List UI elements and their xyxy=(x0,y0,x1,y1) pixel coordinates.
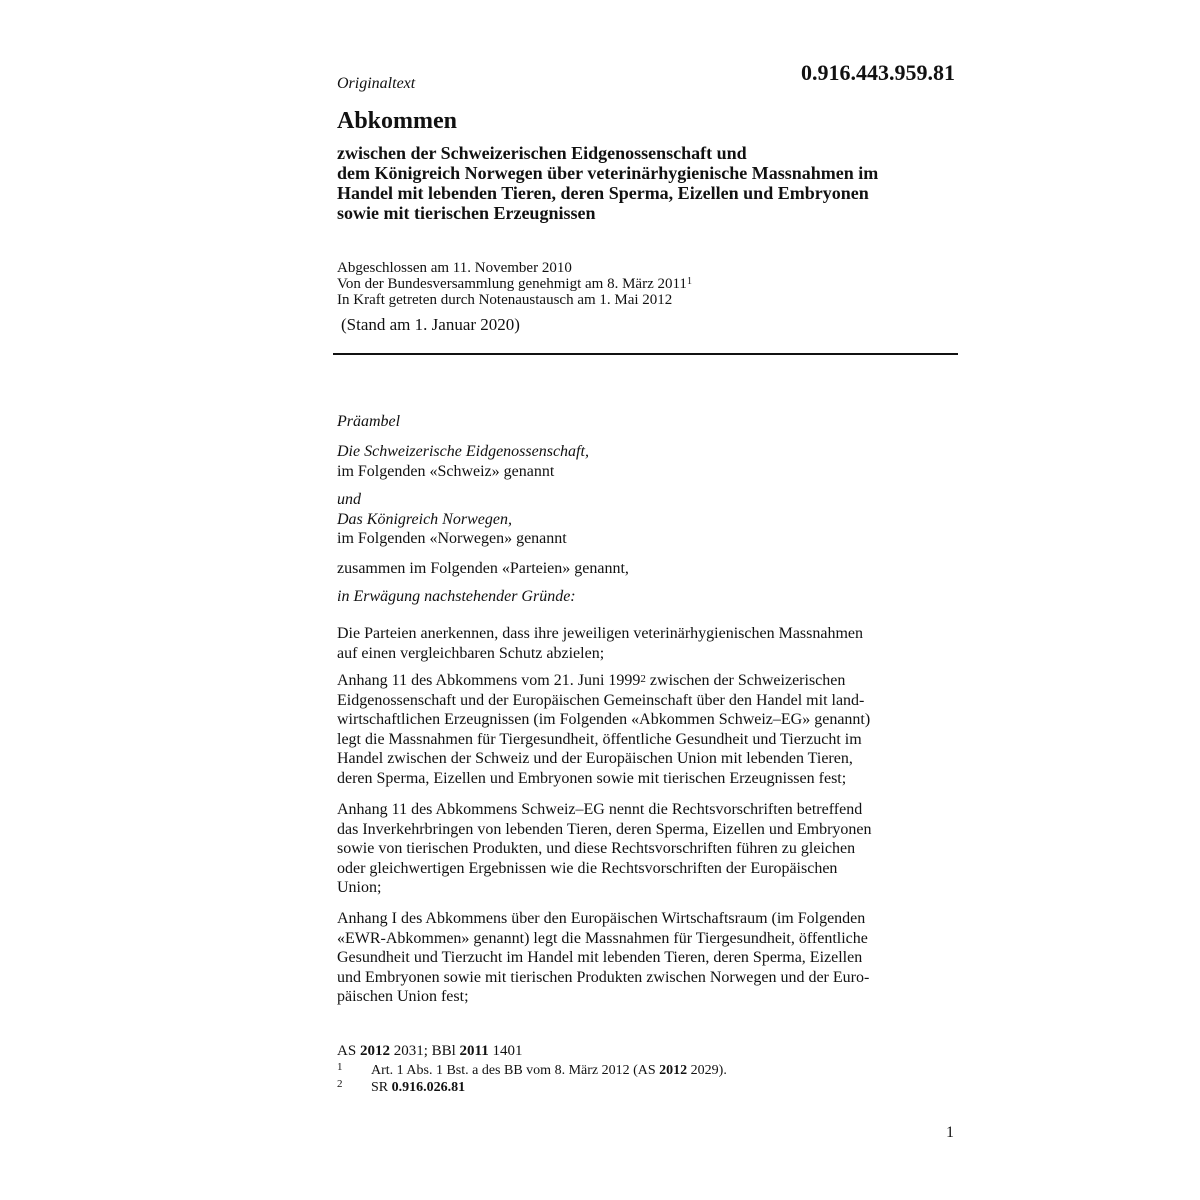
footnote-ref-1[interactable]: 1 xyxy=(686,276,692,287)
concluded-date: Abgeschlossen am 11. November 2010 xyxy=(337,260,572,276)
subtitle-line: dem Königreich Norwegen über veterinärhygienische Massnahmen im xyxy=(337,163,879,183)
document-metadata xyxy=(337,260,957,308)
preamble-heading: Präambel xyxy=(337,413,401,430)
in-force-date: In Kraft getreten durch Notenaustausch am 1. Mai 2012 xyxy=(337,292,673,308)
subtitle-line: Handel mit lebenden Tieren, deren Sperma, Eizellen und Embryonen xyxy=(337,183,869,203)
subtitle-line: zwischen der Schweizerischen Eidgenossenschaft und xyxy=(337,143,747,163)
footnote-number: 1 xyxy=(337,1061,343,1073)
parties-together: zusammen im Folgenden «Parteien» genannt, xyxy=(337,560,629,577)
original-text-label: Originaltext xyxy=(337,75,416,92)
footnote-text: Art. 1 Abs. 1 Bst. a des BB vom 8. März 2012 (AS 2012 2029). xyxy=(371,1063,727,1078)
footnote-text: SR 0.916.026.81 xyxy=(371,1080,466,1095)
preamble-paragraph-2: Anhang 11 des Abkommens vom 21. Juni 1999$^2$ zwischen der Schweizerischen Eidgenossenschaft und der Europäischen Gemeinschaft über den Handel mit land- wirtschaftlichen Erzeugnissen (im Folgenden «Abkommen Schweiz–EG» genannt) legt die Massnahmen für Tiergesundheit, öffentliche Gesundheit und Tierzucht im Handel zwischen der Schweiz und der Europäischen Union mit lebenden Tieren, deren Sperma, Eizellen und Embryonen sowie mit tierischen Erzeugnissen fest; xyxy=(337,672,871,787)
footnote-number: 2 xyxy=(337,1078,343,1090)
approved-date: Von der Bundesversammlung genehmigt am 8. März 2011$^1$ xyxy=(337,276,692,292)
footnote-1 xyxy=(337,1063,727,1079)
footnote-2 xyxy=(337,1080,465,1096)
status-date: (Stand am 1. Januar 2020) xyxy=(341,315,520,334)
party-switzerland: Die Schweizerische Eidgenossenschaft, im Folgenden «Schweiz» genannt xyxy=(337,443,589,480)
party-norway: und Das Königreich Norwegen, im Folgenden «Norwegen» genannt xyxy=(337,491,567,547)
document-title: Abkommen xyxy=(337,108,458,134)
document-subtitle xyxy=(337,143,957,223)
official-collection-reference: AS 2012 2031; BBl 2011 1401 xyxy=(337,1043,523,1059)
preamble-paragraph-4: Anhang I des Abkommens über den Europäischen Wirtschaftsraum (im Folgenden «EWR-Abkommen» genannt) legt die Massnahmen für Tiergesundheit, öffentliche Gesundheit und Tierzucht im Handel mit lebenden Tieren, deren Sperma, Eizellen und Embryonen sowie mit tierischen Produkten zwischen Norwegen und der Euro- päischen Union fest; xyxy=(337,910,870,1005)
page-number: 1 xyxy=(946,1124,954,1141)
sr-number: 0.916.443.959.81 xyxy=(801,60,955,85)
preamble-paragraph-3: Anhang 11 des Abkommens Schweiz–EG nennt die Rechtsvorschriften betreffend das Inverkehrbringen von lebenden Tieren, deren Sperma, Eizellen und Embryonen sowie von tierischen Produkten, und diese Rechtsvorschriften führen zu gleichen oder gleichwertigen Ergebnissen wie die Rechtsvorschriften der Europäischen Union; xyxy=(337,801,872,896)
footnote-ref-2[interactable]: 2 xyxy=(640,673,646,685)
preamble-paragraph-1: Die Parteien anerkennen, dass ihre jeweiligen veterinärhygienischen Massnahmen auf einen vergleichbaren Schutz abzielen; xyxy=(337,625,864,662)
considering-clause: in Erwägung nachstehender Gründe: xyxy=(337,588,576,605)
subtitle-line: sowie mit tierischen Erzeugnissen xyxy=(337,203,596,223)
header-divider xyxy=(333,353,958,355)
